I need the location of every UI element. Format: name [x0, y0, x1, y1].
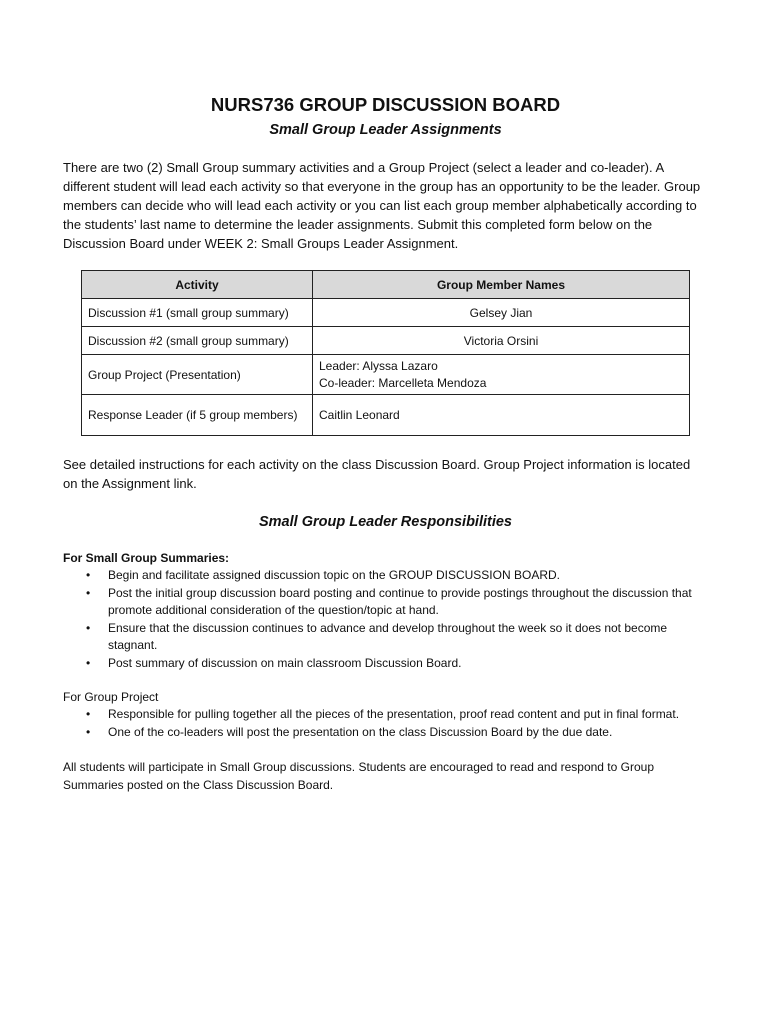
members-cell: Caitlin Leonard — [313, 395, 690, 436]
list-item-text: One of the co-leaders will post the presentation on the class Discussion Board by the due date. — [108, 724, 613, 739]
responsibilities-title: Small Group Leader Responsibilities — [258, 514, 512, 530]
bullet-glyph: • — [86, 620, 91, 635]
table-header-activity: Activity — [82, 271, 313, 299]
bullet-glyph: • — [86, 707, 91, 721]
list-item — [63, 585, 708, 620]
project-list — [63, 706, 708, 741]
summaries-list — [63, 567, 708, 672]
document-title: NURS736 GROUP DISCUSSION BOARD — [210, 94, 561, 115]
leader-assignment-table — [81, 270, 690, 436]
activity-cell: Discussion #2 (small group summary) — [82, 327, 313, 355]
list-item-text: Post summary of discussion on main classroom Discussion Board. — [108, 655, 462, 670]
document-subtitle: Small Group Leader Assignments — [269, 122, 502, 138]
list-item — [63, 655, 708, 673]
activity-cell: Response Leader (if 5 group members) — [82, 395, 313, 436]
bullet-glyph: • — [86, 724, 91, 739]
instructions-paragraph: See detailed instructions for each activity on the class Discussion Board. Group Project information is located on the Assignment link. — [63, 457, 691, 491]
activity-cell: Group Project (Presentation) — [82, 355, 313, 395]
list-item — [63, 724, 708, 742]
leader-name: Leader: Alyssa Lazaro — [319, 358, 438, 373]
table-row — [82, 355, 690, 395]
closing-paragraph: All students will participate in Small Group discussions. Students are encouraged to read and respond to Group Summaries posted on the Class Discussion Board. — [63, 760, 654, 792]
table-row — [82, 299, 690, 327]
activity-cell: Discussion #1 (small group summary) — [82, 299, 313, 327]
project-heading: For Group Project — [63, 690, 159, 704]
bullet-glyph: • — [86, 655, 91, 670]
list-item-text: Ensure that the discussion continues to advance and develop throughout the week so it does not become stagnant. — [108, 620, 668, 652]
list-item — [63, 620, 708, 655]
table-row — [82, 327, 690, 355]
list-item — [63, 706, 708, 724]
bullet-glyph: • — [86, 568, 91, 582]
list-item-text: Post the initial group discussion board posting and continue to provide postings throughout the discussion that promote additional consideration of the question/topic at hand. — [108, 585, 692, 617]
list-item-text: Responsible for pulling together all the pieces of the presentation, proof read content and put in final format. — [108, 707, 680, 721]
list-item-text: Begin and facilitate assigned discussion topic on the GROUP DISCUSSION BOARD. — [108, 568, 560, 582]
document-page — [63, 94, 708, 794]
summaries-heading: For Small Group Summaries: — [63, 551, 230, 565]
members-cell: Victoria Orsini — [313, 327, 690, 355]
table-header-row — [82, 271, 690, 299]
table-header-members: Group Member Names — [313, 271, 690, 299]
list-item — [63, 567, 708, 585]
members-cell — [313, 355, 690, 395]
co-leader-name: Co-leader: Marcelleta Mendoza — [319, 375, 487, 390]
members-cell: Gelsey Jian — [313, 299, 690, 327]
bullet-glyph: • — [86, 585, 91, 600]
intro-paragraph: There are two (2) Small Group summary activities and a Group Project (select a leader and co-leader). A different student will lead each activity so that everyone in the group has an opportunity to be the leader. Group members can decide who will lead each activity or you can list each group member alphabetically according to the students’ last name to determine the leader assignments. Submit this completed form below on the Discussion Board under WEEK 2: Small Groups Leader Assignment. — [63, 160, 701, 251]
table-row — [82, 395, 690, 436]
